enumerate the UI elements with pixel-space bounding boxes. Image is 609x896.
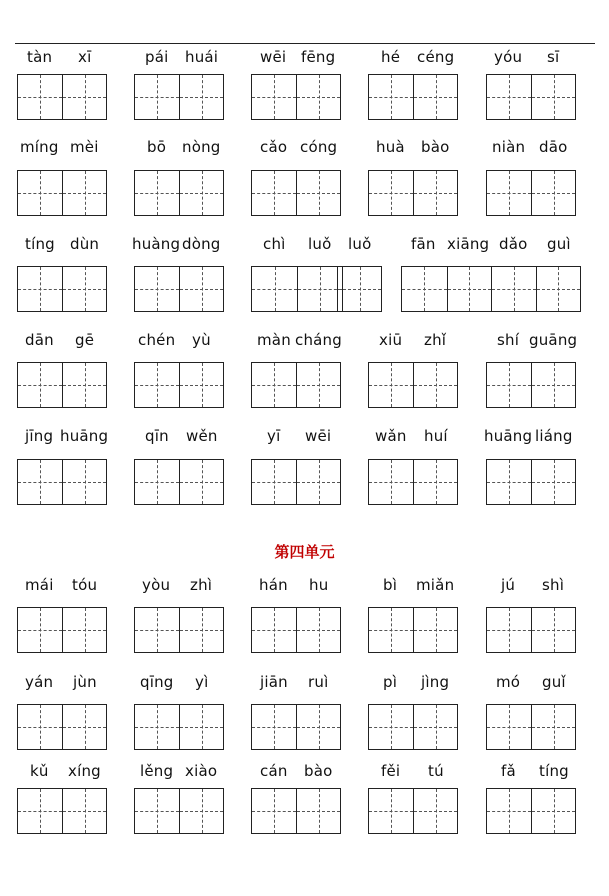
writing-cell[interactable] (18, 363, 62, 407)
writing-grid (17, 459, 107, 505)
writing-cell[interactable] (297, 267, 342, 311)
writing-cell[interactable] (369, 363, 413, 407)
writing-cell[interactable] (252, 460, 296, 504)
pinyin-label: yán (25, 673, 54, 691)
top-rule (15, 43, 595, 44)
writing-cell[interactable] (18, 705, 62, 749)
pinyin-label: chì (263, 235, 286, 253)
writing-grid (17, 362, 107, 408)
writing-cell[interactable] (487, 705, 531, 749)
writing-cell[interactable] (413, 460, 457, 504)
writing-cell[interactable] (296, 789, 340, 833)
pinyin-label: huāng (60, 427, 109, 445)
writing-cell[interactable] (296, 363, 340, 407)
pinyin-label: huāng (484, 427, 533, 445)
writing-cell[interactable] (135, 460, 179, 504)
writing-cell[interactable] (369, 75, 413, 119)
writing-cell[interactable] (252, 705, 296, 749)
writing-cell[interactable] (179, 705, 223, 749)
unit-heading: 第四单元 (274, 543, 335, 561)
writing-cell[interactable] (531, 460, 575, 504)
writing-cell[interactable] (252, 608, 296, 652)
pinyin-label: xī (78, 48, 92, 66)
pinyin-label: mái (25, 576, 54, 594)
writing-cell[interactable] (62, 171, 106, 215)
pinyin-label: qīn (145, 427, 169, 445)
writing-grid (17, 170, 107, 216)
writing-grid (134, 704, 224, 750)
writing-grid (251, 704, 341, 750)
writing-cell[interactable] (135, 171, 179, 215)
pinyin-label: luǒ (348, 235, 372, 253)
pinyin-label: liáng (535, 427, 573, 445)
pinyin-label: shì (542, 576, 565, 594)
writing-cell[interactable] (135, 75, 179, 119)
pinyin-label: bō (147, 138, 167, 156)
pinyin-label: lěng (140, 762, 174, 780)
writing-grid (251, 266, 343, 312)
writing-cell[interactable] (402, 267, 447, 311)
pinyin-label: dǎo (499, 235, 528, 253)
writing-cell[interactable] (179, 75, 223, 119)
writing-cell[interactable] (62, 75, 106, 119)
pinyin-label: cán (260, 762, 288, 780)
writing-cell[interactable] (491, 267, 536, 311)
pinyin-label: xiào (185, 762, 218, 780)
writing-cell[interactable] (296, 171, 340, 215)
writing-grid (368, 788, 458, 834)
pinyin-label: tú (428, 762, 444, 780)
pinyin-label: mèi (70, 138, 99, 156)
pinyin-label: kǔ (30, 762, 49, 780)
writing-cell[interactable] (135, 267, 179, 311)
writing-cell[interactable] (62, 460, 106, 504)
writing-cell[interactable] (487, 789, 531, 833)
pinyin-label: zhì (190, 576, 213, 594)
pinyin-label: fǎ (501, 762, 516, 780)
writing-cell[interactable] (179, 363, 223, 407)
pinyin-label: jīng (25, 427, 54, 445)
pinyin-label: xíng (68, 762, 101, 780)
writing-grid (134, 607, 224, 653)
writing-cell[interactable] (252, 363, 296, 407)
writing-cell[interactable] (18, 75, 62, 119)
writing-grid (17, 266, 107, 312)
writing-cell[interactable] (179, 267, 223, 311)
writing-cell[interactable] (487, 460, 531, 504)
writing-grid (486, 788, 576, 834)
writing-grid (368, 607, 458, 653)
writing-cell[interactable] (413, 363, 457, 407)
writing-cell[interactable] (135, 705, 179, 749)
writing-cell[interactable] (296, 608, 340, 652)
pinyin-label: yī (267, 427, 281, 445)
writing-cell[interactable] (536, 267, 581, 311)
pinyin-label: bào (421, 138, 450, 156)
writing-cell[interactable] (369, 460, 413, 504)
writing-cell[interactable] (179, 789, 223, 833)
writing-cell[interactable] (531, 608, 575, 652)
writing-cell[interactable] (487, 75, 531, 119)
writing-cell[interactable] (252, 789, 296, 833)
writing-grid (486, 459, 576, 505)
writing-cell[interactable] (369, 705, 413, 749)
writing-cell[interactable] (179, 460, 223, 504)
writing-cell[interactable] (296, 75, 340, 119)
writing-cell[interactable] (531, 75, 575, 119)
pinyin-label: jìng (421, 673, 450, 691)
pinyin-label: bì (383, 576, 398, 594)
writing-grid (368, 459, 458, 505)
writing-cell[interactable] (413, 75, 457, 119)
pinyin-label: guì (547, 235, 571, 253)
writing-cell[interactable] (18, 789, 62, 833)
pinyin-label: tíng (25, 235, 55, 253)
pinyin-label: zhǐ (424, 331, 447, 349)
pinyin-label: míng (20, 138, 59, 156)
writing-cell[interactable] (338, 267, 381, 311)
writing-cell[interactable] (413, 608, 457, 652)
pinyin-label: yì (195, 673, 209, 691)
writing-cell[interactable] (18, 171, 62, 215)
writing-grid (17, 788, 107, 834)
pinyin-label: shí (497, 331, 520, 349)
writing-cell[interactable] (62, 789, 106, 833)
pinyin-label: dùn (70, 235, 100, 253)
pinyin-label: dòng (182, 235, 221, 253)
pinyin-label: dāo (539, 138, 568, 156)
writing-cell[interactable] (531, 171, 575, 215)
pinyin-label: fēng (301, 48, 336, 66)
writing-grid (368, 704, 458, 750)
writing-grid (17, 74, 107, 120)
pinyin-label: xiāng (447, 235, 490, 253)
pinyin-label: pái (145, 48, 169, 66)
pinyin-label: yóu (494, 48, 523, 66)
writing-cell[interactable] (135, 789, 179, 833)
writing-cell[interactable] (62, 363, 106, 407)
writing-grid (368, 362, 458, 408)
pinyin-label: màn (257, 331, 291, 349)
pinyin-label: nòng (182, 138, 221, 156)
writing-cell[interactable] (531, 705, 575, 749)
writing-cell[interactable] (252, 75, 296, 119)
pinyin-label: tóu (72, 576, 98, 594)
pinyin-label: hé (381, 48, 401, 66)
pinyin-label: gē (75, 331, 95, 349)
writing-grid (486, 362, 576, 408)
writing-grid (486, 170, 576, 216)
pinyin-label: tíng (539, 762, 569, 780)
pinyin-label: yù (192, 331, 211, 349)
writing-grid (134, 74, 224, 120)
writing-cell[interactable] (179, 171, 223, 215)
writing-grid (134, 459, 224, 505)
writing-cell[interactable] (62, 608, 106, 652)
writing-cell[interactable] (18, 267, 62, 311)
pinyin-label: bào (304, 762, 333, 780)
writing-cell[interactable] (369, 608, 413, 652)
pinyin-label: hu (309, 576, 329, 594)
writing-grid (134, 788, 224, 834)
writing-cell[interactable] (413, 789, 457, 833)
writing-grid (251, 788, 341, 834)
pinyin-label: miǎn (416, 576, 455, 594)
writing-grid (251, 74, 341, 120)
pinyin-label: jiān (260, 673, 288, 691)
writing-grid (401, 266, 581, 312)
writing-grid (251, 459, 341, 505)
pinyin-label: yòu (142, 576, 171, 594)
pinyin-label: huàng (132, 235, 181, 253)
pinyin-label: dān (25, 331, 54, 349)
writing-cell[interactable] (487, 363, 531, 407)
writing-cell[interactable] (487, 171, 531, 215)
pinyin-label: huí (424, 427, 448, 445)
writing-grid (134, 266, 224, 312)
writing-grid (251, 362, 341, 408)
pinyin-label: céng (417, 48, 455, 66)
pinyin-label: cǎo (260, 138, 288, 156)
writing-cell[interactable] (531, 789, 575, 833)
pinyin-label: jùn (73, 673, 97, 691)
writing-grid (337, 266, 382, 312)
pinyin-label: cóng (300, 138, 338, 156)
writing-cell[interactable] (296, 460, 340, 504)
writing-cell[interactable] (487, 608, 531, 652)
writing-grid (17, 704, 107, 750)
writing-cell[interactable] (447, 267, 492, 311)
pinyin-label: luǒ (308, 235, 332, 253)
pinyin-label: sī (547, 48, 560, 66)
writing-cell[interactable] (413, 705, 457, 749)
writing-cell[interactable] (62, 267, 106, 311)
writing-cell[interactable] (135, 363, 179, 407)
pinyin-label: niàn (492, 138, 526, 156)
pinyin-label: guāng (529, 331, 578, 349)
writing-grid (486, 607, 576, 653)
writing-cell[interactable] (252, 267, 297, 311)
pinyin-label: pì (383, 673, 398, 691)
writing-grid (486, 704, 576, 750)
pinyin-label: wǎn (375, 427, 407, 445)
writing-cell[interactable] (531, 363, 575, 407)
pinyin-label: chén (138, 331, 176, 349)
writing-grid (134, 362, 224, 408)
pinyin-label: ruì (308, 673, 329, 691)
writing-cell[interactable] (135, 608, 179, 652)
writing-cell[interactable] (252, 171, 296, 215)
pinyin-label: hán (259, 576, 288, 594)
writing-cell[interactable] (296, 705, 340, 749)
writing-grid (368, 170, 458, 216)
pinyin-label: guǐ (542, 673, 566, 691)
pinyin-label: wēi (305, 427, 332, 445)
writing-cell[interactable] (369, 789, 413, 833)
pinyin-label: cháng (295, 331, 342, 349)
writing-grid (134, 170, 224, 216)
writing-cell[interactable] (18, 608, 62, 652)
pinyin-label: tàn (27, 48, 53, 66)
pinyin-label: fěi (381, 762, 401, 780)
pinyin-label: fān (411, 235, 436, 253)
pinyin-label: xiū (379, 331, 403, 349)
writing-grid (251, 607, 341, 653)
pinyin-label: jú (501, 576, 516, 594)
pinyin-label: wēi (260, 48, 287, 66)
pinyin-label: huái (185, 48, 219, 66)
pinyin-label: mó (496, 673, 521, 691)
writing-cell[interactable] (62, 705, 106, 749)
writing-grid (251, 170, 341, 216)
writing-cell[interactable] (413, 171, 457, 215)
pinyin-label: qīng (140, 673, 174, 691)
writing-grid (486, 74, 576, 120)
writing-cell[interactable] (369, 171, 413, 215)
writing-cell[interactable] (179, 608, 223, 652)
pinyin-label: huà (376, 138, 405, 156)
writing-grid (368, 74, 458, 120)
writing-grid (17, 607, 107, 653)
writing-cell[interactable] (18, 460, 62, 504)
pinyin-label: wěn (186, 427, 218, 445)
